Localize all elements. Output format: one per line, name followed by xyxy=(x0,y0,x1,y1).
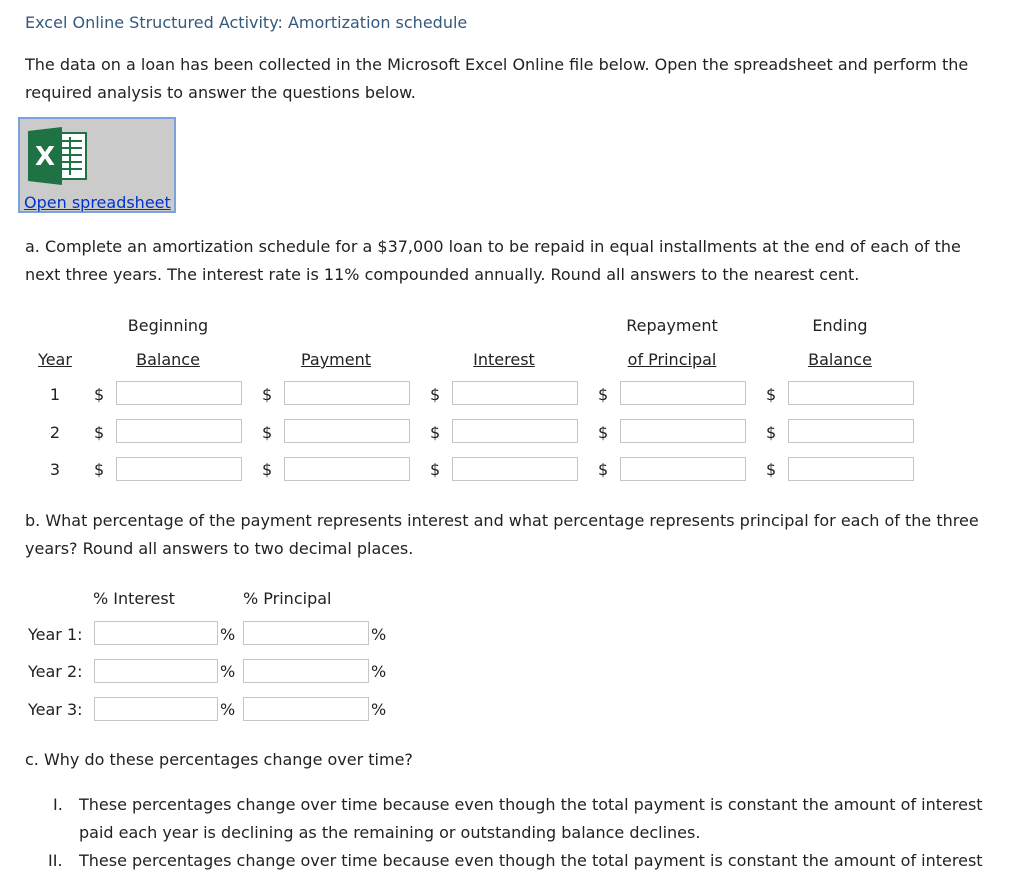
percent-sign: % xyxy=(220,700,236,719)
currency-symbol: $ xyxy=(94,385,105,404)
percent-sign: % xyxy=(220,662,236,681)
pct-principal-input[interactable] xyxy=(243,659,369,683)
header-repayment-principal: of Principal xyxy=(627,350,717,369)
header-repayment-top: Repayment xyxy=(626,316,718,335)
currency-symbol: $ xyxy=(430,423,441,442)
currency-symbol: $ xyxy=(430,460,441,479)
year-row-label: Year 2: xyxy=(28,662,83,681)
interest-input[interactable] xyxy=(452,419,578,443)
principal-repayment-input[interactable] xyxy=(620,419,746,443)
percent-sign: % xyxy=(371,662,387,681)
header-ending-top: Ending xyxy=(812,316,868,335)
currency-symbol: $ xyxy=(94,460,105,479)
part-b-question: b. What percentage of the payment represents interest and what percentage represents principal for each of the three years? Round all answers to two decimal places. xyxy=(25,511,979,558)
currency-symbol: $ xyxy=(766,423,777,442)
pct-interest-input[interactable] xyxy=(94,659,218,683)
currency-symbol: $ xyxy=(94,423,105,442)
beginning-balance-input[interactable] xyxy=(116,381,242,405)
percent-sign: % xyxy=(220,625,236,644)
interest-input[interactable] xyxy=(452,457,578,481)
header-pct-principal: % Principal xyxy=(243,589,332,608)
option-label: II. xyxy=(48,851,63,870)
header-ending-balance: Balance xyxy=(808,350,872,369)
pct-interest-input[interactable] xyxy=(94,621,218,645)
part-c-question: c. Why do these percentages change over time? xyxy=(25,750,413,769)
header-beginning-top: Beginning xyxy=(127,316,209,335)
header-beginning-balance: Balance xyxy=(136,350,200,369)
payment-input[interactable] xyxy=(284,419,410,443)
payment-input[interactable] xyxy=(284,381,410,405)
year-label: 1 xyxy=(49,385,61,404)
intro-text: The data on a loan has been collected in the Microsoft Excel Online file below. Open the spreadsheet and perform the required analysis to answer the questions below. xyxy=(25,55,969,102)
svg-text:X: X xyxy=(35,142,56,172)
excel-icon xyxy=(28,127,88,185)
principal-repayment-input[interactable] xyxy=(620,381,746,405)
part-a-question: a. Complete an amortization schedule for a $37,000 loan to be repaid in equal installments at the end of each of the next three years. The interest rate is 11% compounded annually. Round all answers to the nearest cent. xyxy=(25,237,961,284)
header-interest: Interest xyxy=(473,350,535,369)
header-pct-interest: % Interest xyxy=(93,589,175,608)
header-year: Year xyxy=(38,350,72,369)
year-row-label: Year 1: xyxy=(28,625,83,644)
currency-symbol: $ xyxy=(430,385,441,404)
open-spreadsheet-button[interactable] xyxy=(18,117,176,213)
percent-sign: % xyxy=(371,700,387,719)
beginning-balance-input[interactable] xyxy=(116,457,242,481)
option-text: These percentages change over time because even though the total payment is constant the amount of interest paid each year is declining as the remaining or outstanding balance declines. xyxy=(79,795,983,842)
currency-symbol: $ xyxy=(598,460,609,479)
currency-symbol: $ xyxy=(262,385,273,404)
option-text: These percentages change over time because even though the total payment is constant the amount of interest xyxy=(79,851,983,870)
pct-principal-input[interactable] xyxy=(243,621,369,645)
pct-principal-input[interactable] xyxy=(243,697,369,721)
currency-symbol: $ xyxy=(262,460,273,479)
interest-input[interactable] xyxy=(452,381,578,405)
currency-symbol: $ xyxy=(262,423,273,442)
payment-input[interactable] xyxy=(284,457,410,481)
page-title: Excel Online Structured Activity: Amortization schedule xyxy=(25,13,468,32)
currency-symbol: $ xyxy=(598,423,609,442)
percent-sign: % xyxy=(371,625,387,644)
option-label: I. xyxy=(53,795,63,814)
open-spreadsheet-link[interactable]: Open spreadsheet xyxy=(24,193,171,212)
ending-balance-input[interactable] xyxy=(788,419,914,443)
principal-repayment-input[interactable] xyxy=(620,457,746,481)
year-label: 3 xyxy=(49,460,61,479)
beginning-balance-input[interactable] xyxy=(116,419,242,443)
currency-symbol: $ xyxy=(598,385,609,404)
year-row-label: Year 3: xyxy=(28,700,83,719)
year-label: 2 xyxy=(49,423,61,442)
currency-symbol: $ xyxy=(766,460,777,479)
ending-balance-input[interactable] xyxy=(788,457,914,481)
currency-symbol: $ xyxy=(766,385,777,404)
header-payment: Payment xyxy=(300,350,372,369)
ending-balance-input[interactable] xyxy=(788,381,914,405)
pct-interest-input[interactable] xyxy=(94,697,218,721)
